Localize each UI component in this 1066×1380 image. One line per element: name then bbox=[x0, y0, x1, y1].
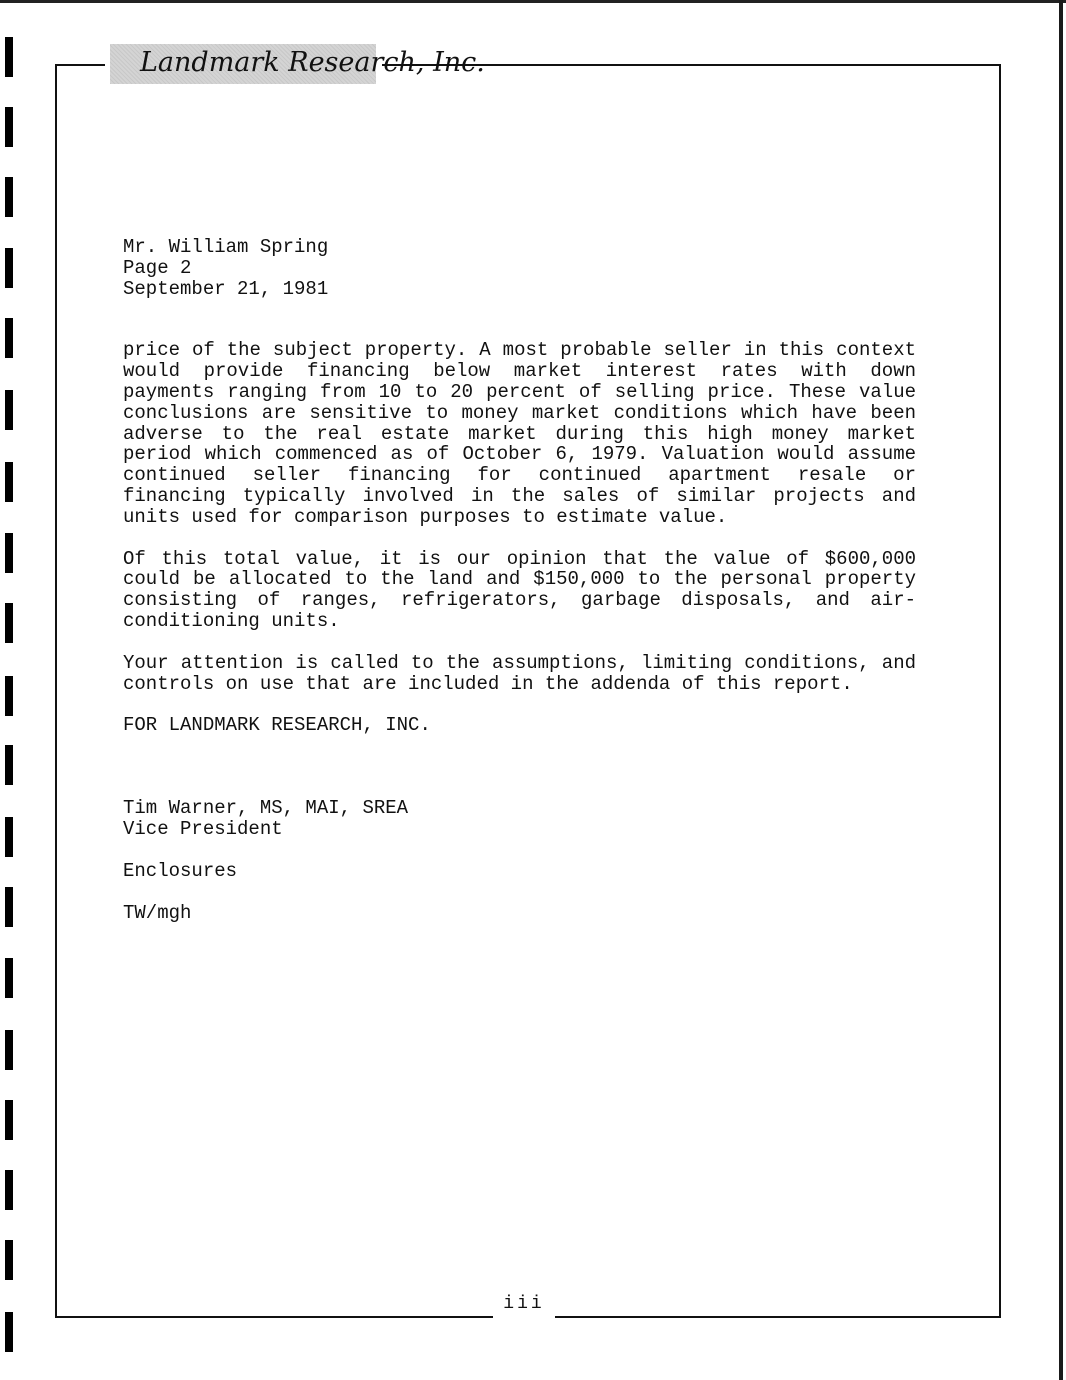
typist-initials: TW/mgh bbox=[123, 901, 192, 924]
binder-hole bbox=[5, 318, 13, 358]
binder-holes bbox=[0, 0, 20, 1380]
binder-hole bbox=[5, 1030, 13, 1070]
binder-hole bbox=[5, 37, 13, 77]
binder-hole bbox=[5, 745, 13, 785]
closing-line: FOR LANDMARK RESEARCH, INC. bbox=[123, 714, 431, 737]
binder-hole bbox=[5, 177, 13, 217]
binder-hole bbox=[5, 958, 13, 998]
spacer bbox=[123, 299, 916, 340]
page-label: Page 2 bbox=[123, 256, 192, 279]
binder-hole bbox=[5, 248, 13, 288]
binder-hole bbox=[5, 887, 13, 927]
spacer bbox=[123, 694, 916, 715]
binder-hole bbox=[5, 390, 13, 430]
paragraph-allocation: Of this total value, it is our opinion that the value of $600,000 could be allocated to the land and $150,000 to the personal property consisting of ranges, refrigerators, garbage disposals, and air-conditioning units. bbox=[123, 547, 916, 632]
letter-date: September 21, 1981 bbox=[123, 277, 329, 300]
signatory-name: Tim Warner, MS, MAI, SREA bbox=[123, 797, 409, 820]
binder-hole bbox=[5, 817, 13, 857]
letter-body bbox=[123, 237, 916, 923]
binder-hole bbox=[5, 676, 13, 716]
paragraph-valuation: price of the subject property. A most probable seller in this context would provide financing below market interest rates with down payments ranging from 10 to 20 percent of selling price. These value conclusions are sensitive to money market conditions which have been adverse to the real estate market during this high money market period which commenced as of October 6, 1979. Valuation would assume continued seller financing for continued apartment resale or financing typically involved in the sales of similar projects and units used for comparison purposes to estimate value. bbox=[123, 339, 916, 528]
company-logo bbox=[110, 44, 485, 84]
binder-hole bbox=[5, 107, 13, 147]
binder-hole bbox=[5, 1240, 13, 1280]
logo-text: Landmark Research, Inc. bbox=[140, 47, 485, 78]
spacer bbox=[123, 882, 916, 903]
binder-hole bbox=[5, 603, 13, 643]
page-number: iii bbox=[503, 1294, 545, 1314]
page-right-edge bbox=[1059, 0, 1063, 1380]
spacer bbox=[123, 632, 916, 653]
binder-hole bbox=[5, 1170, 13, 1210]
binder-hole bbox=[5, 462, 13, 502]
binder-hole bbox=[5, 1312, 13, 1352]
signatory-title: Vice President bbox=[123, 817, 283, 840]
page-top-edge bbox=[0, 0, 1066, 3]
binder-hole bbox=[5, 1100, 13, 1140]
recipient-name: Mr. William Spring bbox=[123, 236, 329, 258]
binder-hole bbox=[5, 533, 13, 573]
spacer bbox=[123, 840, 916, 861]
spacer bbox=[123, 528, 916, 549]
paragraph-attention: Your attention is called to the assumptions, limiting conditions, and controls on use that are included in the addenda of this report. bbox=[123, 651, 916, 695]
enclosures-line: Enclosures bbox=[123, 859, 238, 882]
signature-space bbox=[123, 736, 916, 798]
